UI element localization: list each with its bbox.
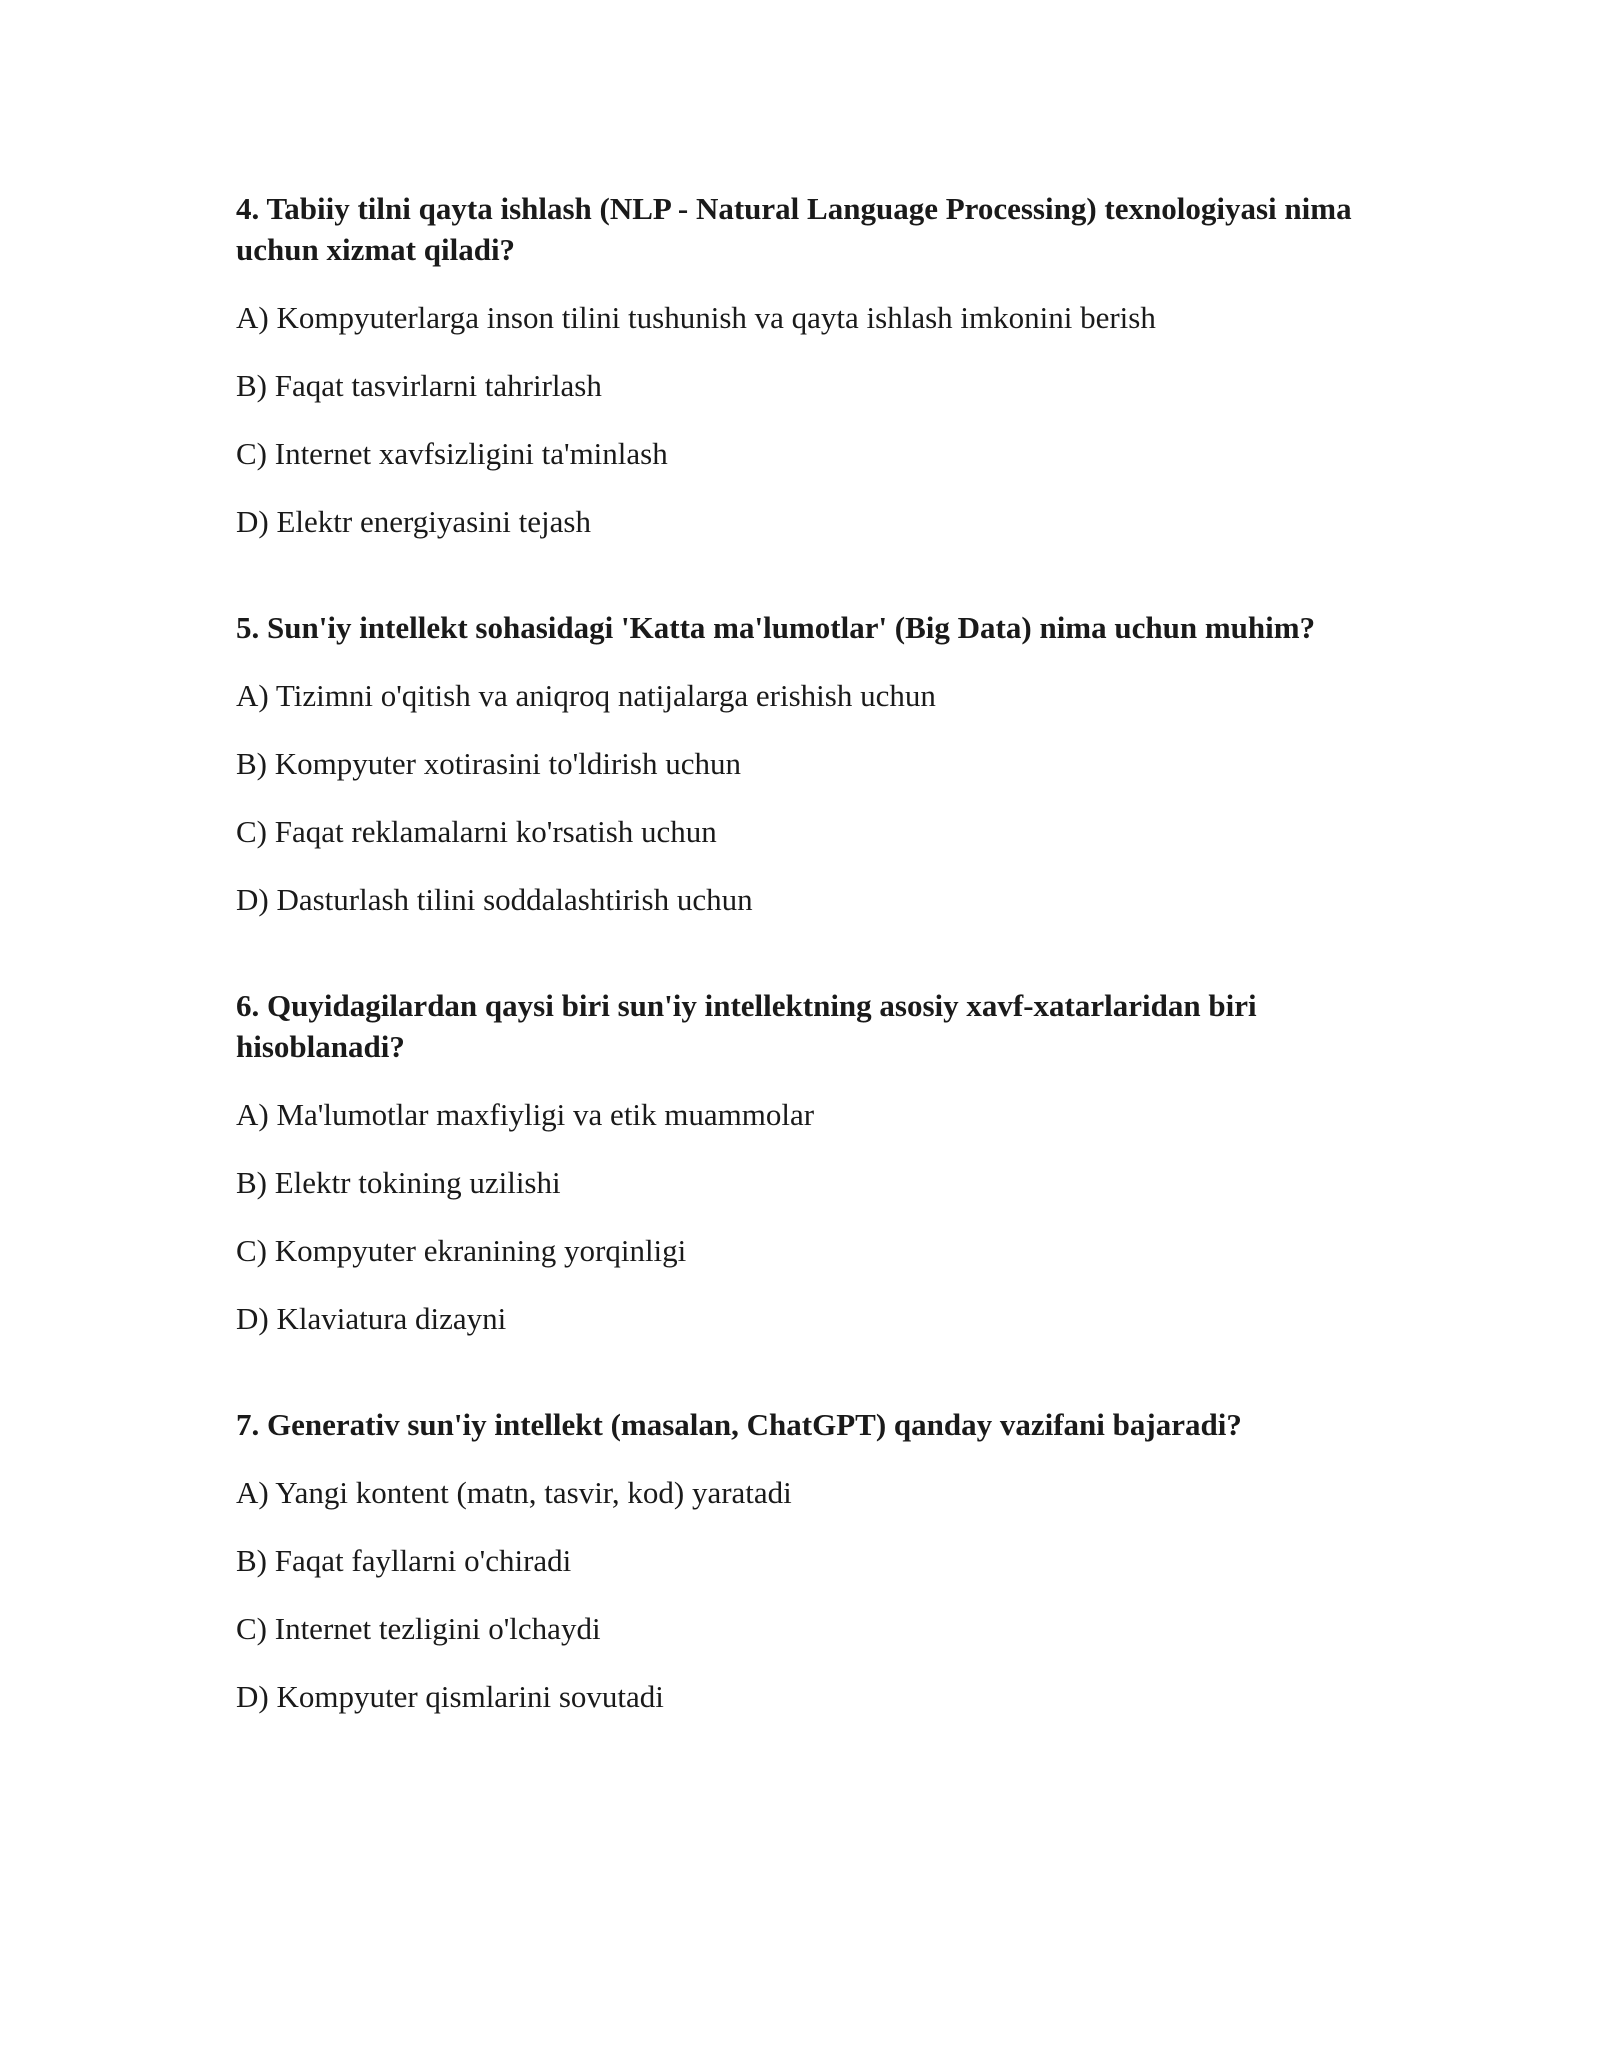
answer-option-d: D) Elektr energiyasini tejash <box>236 504 591 539</box>
answer-option-b: B) Kompyuter xotirasini to'ldirish uchun <box>236 746 741 781</box>
answer-option-a: A) Kompyuterlarga inson tilini tushunish va qayta ishlash imkonini berish <box>236 300 1156 335</box>
answer-option-c: C) Faqat reklamalarni ko'rsatish uchun <box>236 814 717 849</box>
answer-option-b: B) Faqat tasvirlarni tahrirlash <box>236 368 602 403</box>
answer-option-a: A) Tizimni o'qitish va aniqroq natijalarga erishish uchun <box>236 678 936 713</box>
question-title: 6. Quyidagilardan qaysi biri sun'iy intellektning asosiy xavf-xatarlaridan biri hisoblanadi? <box>236 988 1257 1064</box>
question-4 <box>236 188 1366 542</box>
answer-option-d: D) Dasturlash tilini soddalashtirish uchun <box>236 882 753 917</box>
question-title: 7. Generativ sun'iy intellekt (masalan, ChatGPT) qanday vazifani bajaradi? <box>236 1407 1242 1442</box>
answer-option-b: B) Faqat fayllarni o'chiradi <box>236 1543 572 1578</box>
question-7 <box>236 1404 1366 1717</box>
answer-option-d: D) Klaviatura dizayni <box>236 1301 507 1336</box>
answer-option-a: A) Ma'lumotlar maxfiyligi va etik muammolar <box>236 1097 815 1132</box>
answer-option-a: A) Yangi kontent (matn, tasvir, kod) yaratadi <box>236 1475 792 1510</box>
question-6 <box>236 985 1366 1339</box>
answer-option-b: B) Elektr tokining uzilishi <box>236 1165 561 1200</box>
document-page <box>236 188 1366 1744</box>
answer-option-c: C) Internet tezligini o'lchaydi <box>236 1611 601 1646</box>
question-title: 5. Sun'iy intellekt sohasidagi 'Katta ma'lumotlar' (Big Data) nima uchun muhim? <box>236 610 1316 645</box>
question-title: 4. Tabiiy tilni qayta ishlash (NLP - Natural Language Processing) texnologiyasi nima uchun xizmat qiladi? <box>236 191 1352 267</box>
answer-option-d: D) Kompyuter qismlarini sovutadi <box>236 1679 664 1714</box>
answer-option-c: C) Internet xavfsizligini ta'minlash <box>236 436 668 471</box>
answer-option-c: C) Kompyuter ekranining yorqinligi <box>236 1233 687 1268</box>
question-5 <box>236 607 1366 920</box>
